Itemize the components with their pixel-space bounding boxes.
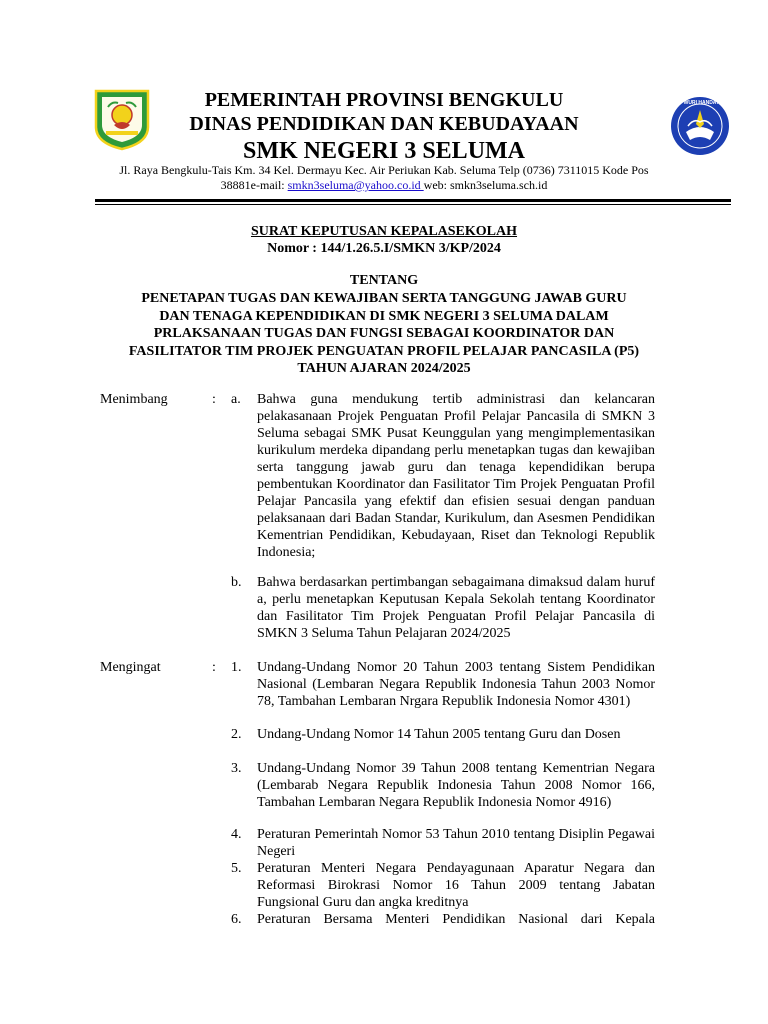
letterhead-address — [88, 163, 680, 193]
item-marker: 4. — [231, 827, 242, 842]
item-marker: a. — [231, 392, 241, 407]
decree-subject — [84, 290, 684, 378]
letterhead-line-2: DINAS PENDIDIKAN DAN KEBUDAYAAN — [189, 113, 579, 135]
item-text: Peraturan Pemerintah Nomor 53 Tahun 2010 tentang Disiplin Pegawai Negeri — [257, 827, 655, 859]
address-line-1: Jl. Raya Bengkulu-Tais Km. 34 Kel. Dermayu Kec. Air Periukan Kab. Seluma Telp (0736) 7311015 Kode Pos — [119, 163, 649, 177]
subject-line: PRLAKSANAAN TUGAS DAN FUNGSI SEBAGAI KOORDINATOR DAN — [153, 326, 615, 341]
item-text: Peraturan Bersama Menteri Pendidikan Nasional dari Kepala — [257, 912, 655, 927]
item-text: Bahwa berdasarkan pertimbangan sebagaimana dimaksud dalam huruf a, perlu menetapkan Keputusan Kepala Sekolah tentang Koordinator dan Fasilitator Tim Projek Penguatan Profil Pelajar Pancasila di SMKN 3 Seluma Tahun Pelajaran 2024/2025 — [257, 575, 655, 641]
emblem-motto: TUT WURI HANDAYANI — [672, 100, 728, 106]
subject-line: FASILITATOR TIM PROJEK PENGUATAN PROFIL PELAJAR PANCASILA (P5) — [128, 343, 640, 359]
item-text: Undang-Undang Nomor 14 Tahun 2005 tentang Guru dan Dosen — [257, 727, 621, 742]
mengingat-label: Mengingat — [100, 660, 161, 675]
mengingat-item — [231, 726, 655, 743]
mengingat-item — [231, 826, 655, 860]
item-marker: 6. — [231, 912, 242, 927]
item-text: Undang-Undang Nomor 39 Tahun 2008 tentang Kementrian Negara (Lembarab Negara Republik Indonesia Tahun 2008 Nomor 166, Tambahan Lembaran Negara Republik Indonesia Nomor 4916) — [257, 761, 655, 810]
menimbang-label: Menimbang — [100, 392, 168, 407]
item-marker: 1. — [231, 660, 242, 675]
subject-line: PENETAPAN TUGAS DAN KEWAJIBAN SERTA TANGGUNG JAWAB GURU — [141, 291, 627, 306]
tentang-heading: TENTANG — [349, 273, 419, 288]
item-marker: b. — [231, 575, 242, 590]
mengingat-item — [231, 911, 655, 928]
subject-line: TAHUN AJARAN 2024/2025 — [297, 361, 471, 376]
mengingat-item — [231, 860, 655, 911]
letterhead-thick-rule — [95, 199, 731, 202]
address-postcode-prefix: 38881e-mail: — [220, 178, 288, 192]
subject-line: DAN TENAGA KEPENDIDIKAN DI SMK NEGERI 3 SELUMA DALAM — [159, 308, 609, 324]
menimbang-item — [231, 391, 655, 561]
decree-title: SURAT KEPUTUSAN KEPALASEKOLAH — [250, 224, 518, 239]
item-text: Undang-Undang Nomor 20 Tahun 2003 tentang Sistem Pendidikan Nasional (Lembaran Negara Republik Indonesia Tahun 2003 Nomor 78, Tambahan Lembaran Nrgara Republik Indonesia Nomor 4301) — [257, 660, 655, 709]
menimbang-colon: : — [212, 392, 216, 407]
letterhead-thin-rule — [95, 204, 731, 205]
address-website: web: smkn3seluma.sch.id — [423, 178, 548, 192]
item-text: Peraturan Menteri Negara Pendayagunaan Aparatur Negara dan Reformasi Birokrasi Nomor 16 Tahun 2009 tentang Jabatan Fungsional Guru dan angka kreditnya — [257, 861, 655, 910]
mengingat-item — [231, 659, 655, 710]
email-link[interactable]: smkn3seluma@yahoo.co.id — [287, 178, 424, 192]
bengkulu-province-emblem-icon — [94, 89, 150, 151]
item-marker: 2. — [231, 727, 242, 742]
mengingat-colon: : — [212, 660, 216, 675]
letterhead-line-1: PEMERINTAH PROVINSI BENGKULU — [204, 89, 564, 111]
menimbang-item — [231, 574, 655, 642]
letterhead-title — [150, 88, 618, 166]
item-marker: 5. — [231, 861, 242, 876]
mengingat-item — [231, 760, 655, 811]
decree-number: Nomor : 144/1.26.5.I/SMKN 3/KP/2024 — [267, 241, 501, 256]
address-line-2 — [88, 178, 680, 193]
item-marker: 3. — [231, 761, 242, 776]
letterhead-line-3: SMK NEGERI 3 SELUMA — [242, 138, 526, 164]
item-text: Bahwa guna mendukung tertib administrasi dan kelancaran pelakasanaan Projek Penguatan Profil Pelajar Pancasila di SMKN 3 Seluma sebagai SMK Pusat Keunggulan yang mengimplementasikan kurikulum merdeka dipandang perlu menetapkan tugas dan kewajiban serta tanggung jawab guru dan tenaga kependidikan berupa pembentukan Koordinator dan Fasilitator Tim Projek Penguatan Profil Pelajar Pancasila yang efektif dan efisien sesuai dengan panduan pelaksanaan dari Badan Standar, Kurikulum, dan Asesmen Pendidikan Kementrian Pendidikan, Kebudayaan, Riset dan Teknologi Republik Indonesia; — [257, 392, 655, 560]
